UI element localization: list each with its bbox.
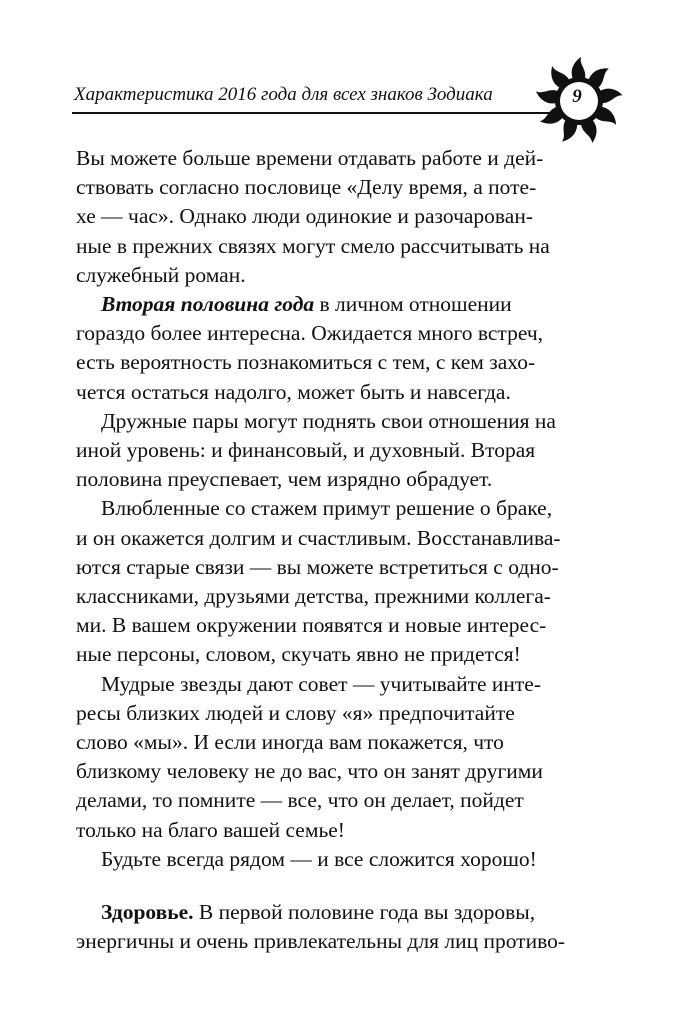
text-line: Вы можете больше времени отдавать работе и дей- [76, 146, 544, 170]
section-gap [76, 874, 588, 898]
text-line: ресы близких людей и слову «я» предпочитайте [76, 700, 515, 725]
text-line: Вторая половина года в личном отношении [76, 290, 588, 319]
text-line: служебный роман. [76, 262, 246, 287]
text-line: чется остаться надолго, может быть и навсегда. [76, 379, 511, 404]
text-line: ные персоны, словом, скучать явно не придется! [76, 642, 521, 667]
text-line: только на благо вашей семье! [76, 817, 345, 842]
text-line: хе — час». Однако люди одинокие и разочарован- [76, 204, 534, 229]
text-line: Будьте всегда рядом — и все сложится хорошо! [101, 846, 537, 871]
text-line: половина преуспевает, чем изрядно обрадует. [76, 467, 493, 492]
text-line: делами, то помните — все, что он делает, пойдет [76, 788, 524, 813]
text-line: ствовать согласно пословице «Делу время, а поте- [76, 175, 537, 200]
page-number: 9 [572, 86, 582, 107]
section-heading: Здоровье. [101, 900, 194, 925]
text-line: Здоровье. В первой половине года вы здоровы, [76, 898, 588, 927]
text-line: гораздо более интересна. Ожидается много встреч, [76, 321, 544, 346]
text-line: и он окажется долгим и счастливым. Восстанавлива- [76, 525, 561, 550]
text-line: ные в прежних связях могут смело рассчитывать на [76, 233, 550, 258]
text-line: Влюбленные со стажем примут решение о браке, [101, 496, 553, 521]
text-line: ются старые связи — вы можете встретиться с одно- [76, 554, 559, 579]
text-line: близкому человеку не до вас, что он занят другими [76, 759, 543, 784]
text-line: энергичны и очень привлекательны для лиц противо- [76, 929, 565, 954]
text-line: классниками, друзьями детства, прежними коллега- [76, 584, 551, 609]
header-rule [72, 112, 610, 114]
text-line: Мудрые звезды дают совет — учитывайте инте- [101, 671, 542, 696]
text-line: Дружные пары могут поднять свои отношения на [101, 408, 556, 433]
emphasis-heading: Вторая половина года [101, 292, 315, 317]
text-line: иной уровень: и финансовый, и духовный. Вторая [76, 438, 536, 463]
running-header: Характеристика 2016 года для всех знаков Зодиака [74, 84, 493, 105]
text-line: есть вероятность познакомиться с тем, с кем захо- [76, 350, 536, 375]
text-line: ми. В вашем окружении появятся и новые интерес- [76, 613, 547, 638]
text-line: слово «мы». И если иногда вам покажется, что [76, 730, 504, 755]
page-body [76, 144, 588, 956]
